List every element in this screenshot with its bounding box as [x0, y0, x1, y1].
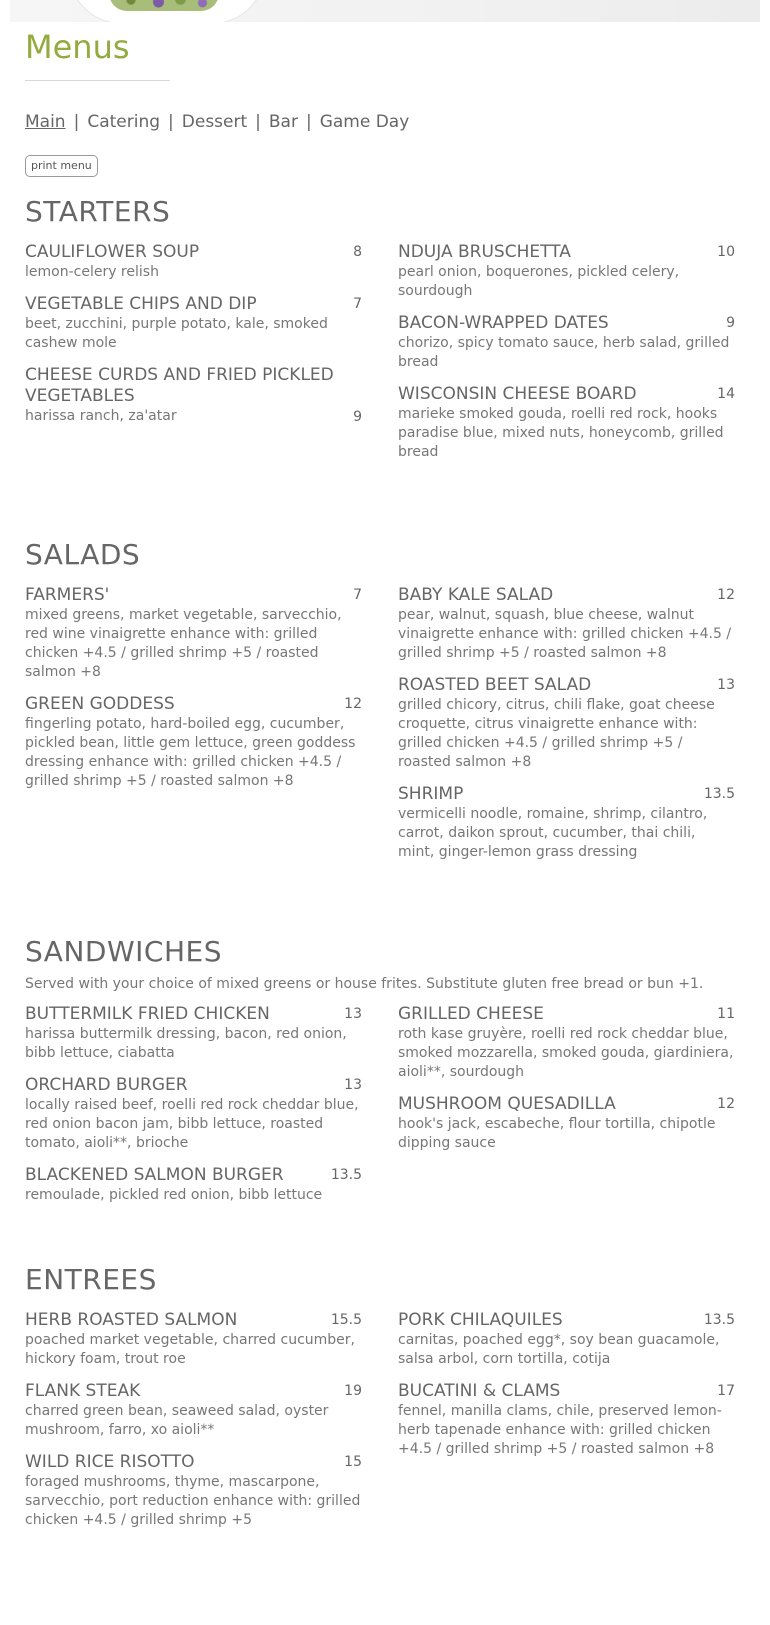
item-name: BUTTERMILK FRIED CHICKEN: [25, 1004, 270, 1024]
menu-item: [25, 585, 362, 682]
item-price: 15.5: [330, 1312, 362, 1328]
menu-item: [398, 384, 735, 462]
section-starters: [25, 195, 735, 474]
item-price: 13.5: [703, 786, 735, 802]
item-description: poached market vegetable, charred cucumber, hickory foam, trout roe: [25, 1332, 355, 1367]
menu-item: [25, 294, 362, 353]
nav-dessert[interactable]: Dessert: [181, 112, 248, 132]
section-title: SALADS: [25, 538, 141, 571]
item-description: hook's jack, escabeche, flour tortilla, chipotle dipping sauce: [398, 1116, 716, 1151]
item-name: BABY KALE SALAD: [398, 585, 554, 605]
menu-item: [25, 694, 362, 791]
title-divider: [25, 80, 170, 81]
item-description: beet, zucchini, purple potato, kale, smoked cashew mole: [25, 316, 328, 351]
item-price: 13: [344, 1077, 362, 1093]
item-price: 13.5: [330, 1167, 362, 1183]
nav-game-day[interactable]: Game Day: [319, 112, 410, 132]
item-name: SHRIMP: [398, 784, 464, 804]
item-price: 15: [344, 1454, 362, 1470]
item-price: 19: [344, 1383, 362, 1399]
item-description: pearl onion, boquerones, pickled celery, sourdough: [398, 264, 680, 299]
item-price: 17: [717, 1383, 735, 1399]
item-price: 13: [717, 677, 735, 693]
nav-separator: |: [168, 112, 174, 132]
item-name: NDUJA BRUSCHETTA: [398, 242, 571, 262]
item-name: ORCHARD BURGER: [25, 1075, 188, 1095]
nav-catering[interactable]: Catering: [87, 112, 161, 132]
item-price: 13.5: [703, 1312, 735, 1328]
section-note: Served with your choice of mixed greens or house frites. Substitute gluten free bread or bun +1.: [25, 976, 704, 992]
right-column: [398, 242, 735, 474]
item-name: WISCONSIN CHEESE BOARD: [398, 384, 637, 404]
menu-item: [25, 1381, 362, 1440]
item-price: 9: [353, 409, 362, 425]
menu-nav: [25, 112, 409, 132]
item-name: ROASTED BEET SALAD: [398, 675, 592, 695]
section-title: STARTERS: [25, 195, 171, 228]
menu-item: [398, 784, 735, 862]
item-description: chorizo, spicy tomato sauce, herb salad, grilled bread: [398, 335, 730, 370]
item-price: 7: [353, 296, 362, 312]
section-sandwiches: [25, 935, 735, 1217]
item-price: 8: [353, 244, 362, 260]
menu-item: [25, 1310, 362, 1369]
menu-item: [398, 585, 735, 663]
section-title: ENTREES: [25, 1263, 157, 1296]
item-description: harissa ranch, za'atar: [25, 408, 177, 424]
menu-item: [25, 1165, 362, 1205]
menu-item: [398, 242, 735, 301]
menu-item: [398, 1310, 735, 1369]
item-name: CAULIFLOWER SOUP: [25, 242, 200, 262]
right-column: [398, 1310, 735, 1542]
item-price: 12: [717, 587, 735, 603]
menu-item: [398, 1004, 735, 1082]
nav-main[interactable]: Main: [25, 112, 66, 132]
left-column: [25, 1004, 362, 1217]
menu-item: [25, 1075, 362, 1153]
hero-banner: [10, 0, 760, 22]
menu-item: [25, 1452, 362, 1530]
left-column: [25, 585, 362, 874]
salad-plate-image: [68, 0, 266, 22]
item-name: BUCATINI & CLAMS: [398, 1381, 561, 1401]
item-name: WILD RICE RISOTTO: [25, 1452, 195, 1472]
menu-item: [398, 1381, 735, 1459]
item-description: roth kase gruyère, roelli red rock cheddar blue, smoked mozzarella, smoked gouda, giardiniera, aioli**, sourdough: [398, 1026, 734, 1080]
left-column: [25, 242, 362, 474]
section-entrees: [25, 1263, 735, 1542]
item-description: foraged mushrooms, thyme, mascarpone, sarvecchio, port reduction enhance with: grilled chicken +4.5 / grilled shrimp +5: [25, 1474, 361, 1528]
nav-separator: |: [305, 112, 312, 132]
item-description: marieke smoked gouda, roelli red rock, hooks paradise blue, mixed nuts, honeycomb, grilled bread: [398, 406, 724, 460]
item-name: PORK CHILAQUILES: [398, 1310, 563, 1330]
menu-item: [398, 675, 735, 772]
menu-item: [25, 365, 362, 427]
item-name: CHEESE CURDS AND FRIED PICKLED VEGETABLES: [25, 365, 334, 406]
nav-separator: |: [73, 112, 80, 132]
item-description: remoulade, pickled red onion, bibb lettuce: [25, 1187, 323, 1203]
nav-separator: |: [255, 112, 261, 132]
item-name: FLANK STEAK: [25, 1381, 141, 1401]
menu-item: [398, 1094, 735, 1153]
right-column: [398, 1004, 735, 1217]
nav-bar[interactable]: Bar: [268, 112, 298, 132]
menu-item: [25, 242, 362, 282]
section-title: SANDWICHES: [25, 935, 222, 968]
section-salads: [25, 538, 735, 874]
item-price: 10: [717, 244, 735, 260]
item-name: FARMERS': [25, 585, 110, 605]
right-column: [398, 585, 735, 874]
item-name: BACON-WRAPPED DATES: [398, 313, 609, 333]
item-name: HERB ROASTED SALMON: [25, 1310, 238, 1330]
item-description: carnitas, poached egg*, soy bean guacamole, salsa arbol, corn tortilla, cotija: [398, 1332, 720, 1367]
page-title: Menus: [25, 28, 130, 66]
item-name: BLACKENED SALMON BURGER: [25, 1165, 284, 1185]
item-description: fennel, manilla clams, chile, preserved lemon-herb tapenade enhance with: grilled chicken +4.5 / grilled shrimp +5 / roasted salmon +8: [398, 1403, 722, 1457]
item-price: 12: [344, 696, 362, 712]
print-menu-button[interactable]: print menu: [25, 155, 98, 177]
item-description: pear, walnut, squash, blue cheese, walnut vinaigrette enhance with: grilled chicken +4.5 / grilled shrimp +5 / roasted salmon +8: [398, 607, 732, 661]
item-description: charred green bean, seaweed salad, oyster mushroom, farro, xo aioli**: [25, 1403, 329, 1438]
item-description: grilled chicory, citrus, chili flake, goat cheese croquette, citrus vinaigrette enhance with: grilled chicken +4.5 / grilled shrimp +5 / roasted salmon +8: [398, 697, 715, 770]
item-price: 13: [344, 1006, 362, 1022]
item-description: fingerling potato, hard-boiled egg, cucumber, pickled bean, little gem lettuce, green goddess dressing enhance with: grilled chicken +4.5 / grilled shrimp +5 / roasted salmon +8: [25, 716, 356, 789]
item-price: 11: [717, 1006, 735, 1022]
item-price: 7: [353, 587, 362, 603]
menu-item: [25, 1004, 362, 1063]
item-name: MUSHROOM QUESADILLA: [398, 1094, 616, 1114]
item-price: 14: [717, 386, 735, 402]
item-description: mixed greens, market vegetable, sarvecchio, red wine vinaigrette enhance with: grilled chicken +4.5 / grilled shrimp +5 / roasted salmon +8: [25, 607, 342, 680]
item-description: harissa buttermilk dressing, bacon, red onion, bibb lettuce, ciabatta: [25, 1026, 347, 1061]
item-description: lemon-celery relish: [25, 264, 159, 280]
menu-item: [398, 313, 735, 372]
item-name: VEGETABLE CHIPS AND DIP: [25, 294, 257, 314]
item-description: vermicelli noodle, romaine, shrimp, cilantro, carrot, daikon sprout, cucumber, thai chili, mint, ginger-lemon grass dressing: [398, 806, 708, 860]
item-price: 12: [717, 1096, 735, 1112]
item-description: locally raised beef, roelli red rock cheddar blue, red onion bacon jam, bibb lettuce, roasted tomato, aioli**, brioche: [25, 1097, 359, 1151]
left-column: [25, 1310, 362, 1542]
item-price: 9: [726, 315, 735, 331]
salad-greens: [109, 0, 219, 11]
item-name: GREEN GODDESS: [25, 694, 175, 714]
item-name: GRILLED CHEESE: [398, 1004, 544, 1024]
